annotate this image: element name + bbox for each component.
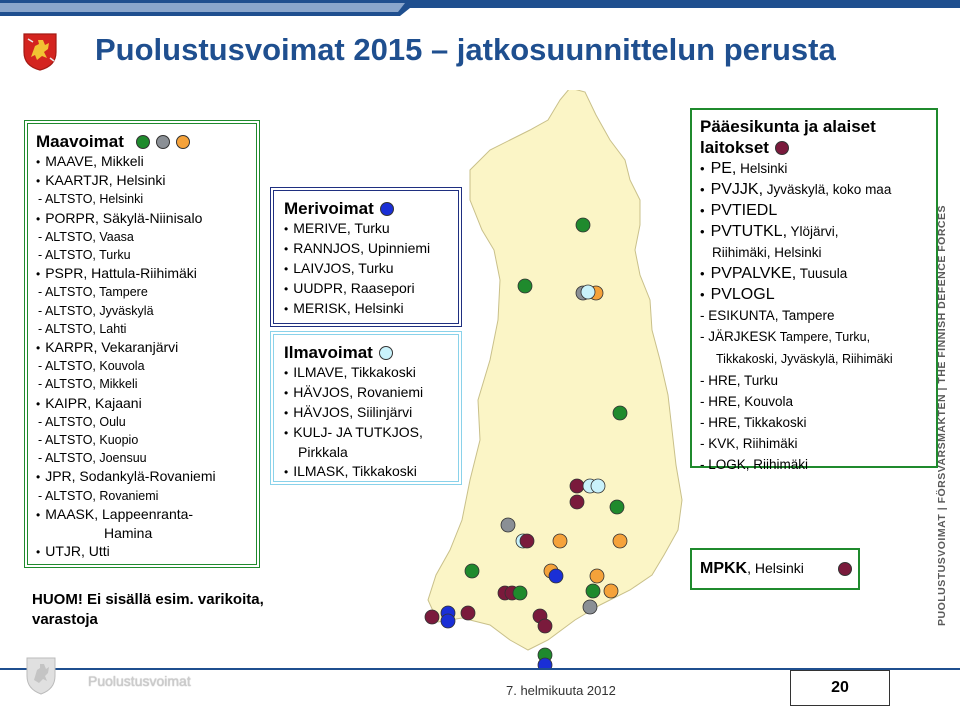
- paaesikunta-item-code: PVLOGL: [710, 286, 775, 303]
- maavoimat-item: • UTJR, Utti: [36, 542, 250, 561]
- mpkk-label: [700, 560, 804, 578]
- paaesikunta-item-place: Turku: [740, 373, 779, 388]
- paaesikunta-item-place: Tikkakoski: [740, 415, 807, 430]
- paaesikunta-item: [700, 412, 930, 433]
- top-banner-bar: [0, 0, 960, 22]
- orange-location-marker: [613, 534, 627, 548]
- orange-marker-icon: [176, 135, 190, 149]
- footer-brand: Puolustusvoimat: [88, 673, 191, 689]
- paaesikunta-title-line1: Pääesikunta ja alaiset: [700, 117, 876, 136]
- paaesikunta-item-place: Riihimäki, Helsinki: [712, 245, 822, 260]
- merivoimat-item: • MERISK, Helsinki: [284, 299, 452, 319]
- paaesikunta-item-place: Ylöjärvi,: [787, 224, 839, 239]
- maavoimat-item: - ALTSTO, Kouvola: [38, 359, 145, 374]
- maroon-location-marker: [520, 534, 534, 548]
- paaesikunta-item-place: Kouvola: [740, 394, 794, 409]
- side-brand-text: PUOLUSTUSVOIMAT | FÖRSVARSMAKTEN | THE FINNISH DEFENCE FORCES: [936, 205, 948, 626]
- orange-location-marker: [604, 584, 618, 598]
- green-location-marker: [586, 584, 600, 598]
- paaesikunta-item: [700, 263, 930, 284]
- paaesikunta-item-place: Tikkakoski, Jyväskylä, Riihimäki: [716, 352, 893, 366]
- huom-line2: varastoja: [32, 611, 98, 628]
- green-location-marker: [576, 218, 590, 232]
- maavoimat-item: - ALTSTO, Rovaniemi: [38, 488, 159, 503]
- maavoimat-item: - ALTSTO, Kuopio: [38, 433, 139, 448]
- maavoimat-panel: [24, 120, 260, 568]
- maavoimat-item: - ALTSTO, Jyväskylä: [38, 303, 154, 318]
- maroon-location-marker: [570, 495, 584, 509]
- ilmavoimat-item: • ILMAVE, Tikkakoski: [284, 363, 452, 383]
- maavoimat-item: • KARPR, Vekaranjärvi: [36, 338, 250, 357]
- page-number: 20: [790, 670, 890, 706]
- maavoimat-item: • PSPR, Hattula-Riihimäki: [36, 264, 250, 283]
- paaesikunta-item-code: - HRE,: [700, 373, 741, 388]
- ilmavoimat-item: • HÄVJOS, Siilinjärvi: [284, 403, 452, 423]
- coat-of-arms-icon: [20, 30, 60, 72]
- paaesikunta-list: [700, 158, 930, 475]
- maavoimat-item: - ALTSTO, Helsinki: [38, 192, 144, 207]
- mpkk-place: , Helsinki: [747, 560, 804, 576]
- huom-line1: HUOM! Ei sisällä esim. varikoita,: [32, 591, 264, 608]
- paaesikunta-heading: [700, 137, 930, 158]
- paaesikunta-item: [700, 158, 930, 179]
- paaesikunta-item: [700, 242, 930, 263]
- paaesikunta-item-code: PE,: [710, 160, 737, 177]
- mpkk-code: MPKK: [700, 560, 748, 577]
- finland-map: [400, 90, 700, 670]
- footer-coat-of-arms-icon: [24, 654, 58, 696]
- paaesikunta-item-code: PVPALVKE,: [710, 265, 797, 282]
- mpkk-panel: [690, 548, 860, 590]
- maavoimat-item: • JPR, Sodankylä-Rovaniemi: [36, 467, 250, 486]
- paaesikunta-item-place: Tampere: [778, 308, 835, 323]
- paaesikunta-item-place: Tuusula: [796, 266, 848, 281]
- maroon-location-marker: [425, 610, 439, 624]
- gray-location-marker: [583, 600, 597, 614]
- paaesikunta-item: [700, 200, 930, 221]
- cyan-location-marker: [581, 285, 595, 299]
- maroon-marker-icon: [775, 141, 789, 155]
- paaesikunta-item: [700, 305, 930, 326]
- paaesikunta-item-place: Riihimäki: [739, 436, 798, 451]
- green-location-marker: [465, 564, 479, 578]
- merivoimat-item: • LAIVJOS, Turku: [284, 259, 452, 279]
- merivoimat-item: • MERIVE, Turku: [284, 219, 452, 239]
- cyan-marker-icon: [379, 346, 393, 360]
- paaesikunta-item-code: PVTUTKL,: [710, 223, 788, 240]
- paaesikunta-item-code: - KVK,: [700, 436, 740, 451]
- blue-location-marker: [441, 614, 455, 628]
- paaesikunta-item: [700, 433, 930, 454]
- green-location-marker: [613, 406, 627, 420]
- mpkk-marker-icon: [838, 562, 852, 576]
- paaesikunta-item-place: Helsinki: [736, 161, 788, 176]
- paaesikunta-item-code: - HRE,: [700, 415, 741, 430]
- maavoimat-item: Hamina: [104, 525, 153, 542]
- gray-marker-icon: [156, 135, 170, 149]
- maavoimat-item: • MAASK, Lappeenranta-: [36, 505, 250, 524]
- paaesikunta-item: [700, 454, 930, 475]
- maavoimat-item: - ALTSTO, Joensuu: [38, 451, 147, 466]
- paaesikunta-item: [700, 326, 930, 348]
- blue-marker-icon: [380, 202, 394, 216]
- paaesikunta-item-place: Riihimäki: [749, 457, 809, 472]
- paaesikunta-item-place: Jyväskylä, koko maa: [763, 182, 892, 197]
- maroon-location-marker: [461, 606, 475, 620]
- paaesikunta-panel: [690, 108, 938, 472]
- gray-location-marker: [501, 518, 515, 532]
- maavoimat-item: • MAAVE, Mikkeli: [36, 152, 250, 171]
- orange-location-marker: [553, 534, 567, 548]
- paaesikunta-item-code: - ESIKUNTA,: [700, 308, 779, 323]
- cyan-location-marker: [591, 479, 605, 493]
- blue-location-marker: [549, 569, 563, 583]
- ilmavoimat-item: Pirkkala: [298, 444, 348, 460]
- merivoimat-title: Merivoimat: [284, 199, 374, 218]
- paaesikunta-item-code: - HRE,: [700, 394, 741, 409]
- merivoimat-item: • RANNJOS, Upinniemi: [284, 239, 452, 259]
- green-location-marker: [513, 586, 527, 600]
- paaesikunta-item: [700, 348, 930, 370]
- ilmavoimat-item: • HÄVJOS, Rovaniemi: [284, 383, 452, 403]
- maavoimat-item: - ALTSTO, Turku: [38, 248, 131, 263]
- paaesikunta-title-line2: laitokset: [700, 138, 769, 157]
- paaesikunta-item: [700, 370, 930, 391]
- maavoimat-item: - ALTSTO, Vaasa: [38, 229, 134, 244]
- green-marker-icon: [136, 135, 150, 149]
- maroon-location-marker: [538, 619, 552, 633]
- ilmavoimat-item: • KULJ- JA TUTKJOS,: [284, 423, 452, 443]
- maavoimat-item: • KAIPR, Kajaani: [36, 394, 250, 413]
- paaesikunta-item: [700, 391, 930, 412]
- paaesikunta-item-place: Tampere, Turku,: [776, 330, 871, 344]
- maroon-location-marker: [570, 479, 584, 493]
- footer-date: 7. helmikuuta 2012: [506, 683, 616, 698]
- huom-note: [32, 590, 264, 630]
- paaesikunta-item-code: - LOGK,: [700, 457, 750, 472]
- paaesikunta-item: [700, 284, 930, 305]
- paaesikunta-item: [700, 221, 930, 242]
- maavoimat-item: - ALTSTO, Mikkeli: [38, 377, 138, 392]
- maavoimat-item: • PORPR, Säkylä-Niinisalo: [36, 209, 250, 228]
- ilmavoimat-title: Ilmavoimat: [284, 343, 373, 362]
- paaesikunta-item-code: - JÄRJKESK: [700, 329, 777, 344]
- paaesikunta-item: [700, 179, 930, 200]
- maavoimat-item: - ALTSTO, Oulu: [38, 414, 126, 429]
- page-title: Puolustusvoimat 2015 – jatkosuunnittelun perusta: [95, 32, 836, 67]
- paaesikunta-item-code: PVTIEDL: [710, 202, 778, 219]
- green-location-marker: [518, 279, 532, 293]
- maavoimat-item: - ALTSTO, Tampere: [38, 285, 148, 300]
- orange-location-marker: [590, 569, 604, 583]
- maavoimat-heading: [36, 132, 250, 152]
- ilmavoimat-item: • ILMASK, Tikkakoski: [284, 462, 452, 482]
- maavoimat-title: Maavoimat: [36, 132, 124, 151]
- paaesikunta-item-code: PVJJK,: [710, 181, 764, 198]
- merivoimat-item: • UUDPR, Raasepori: [284, 279, 452, 299]
- maavoimat-list: [36, 152, 250, 561]
- maavoimat-item: - ALTSTO, Lahti: [38, 321, 127, 336]
- green-location-marker: [610, 500, 624, 514]
- maavoimat-item: • KAARTJR, Helsinki: [36, 171, 250, 190]
